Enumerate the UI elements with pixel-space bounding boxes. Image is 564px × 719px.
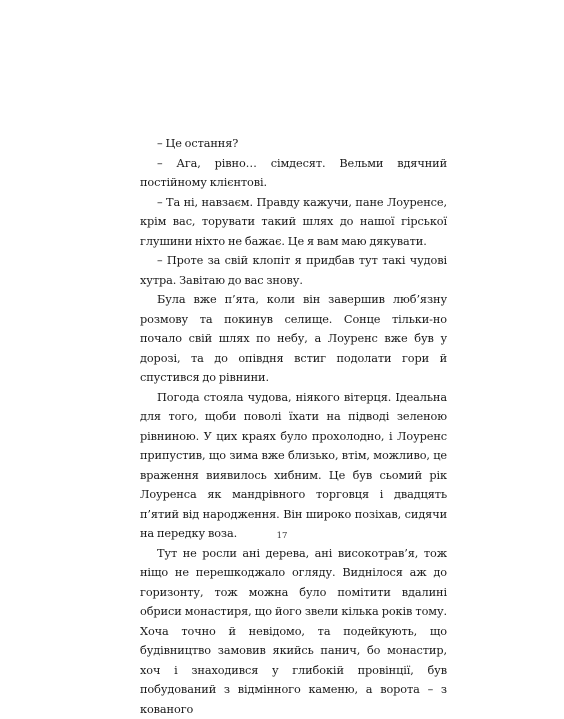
paragraph-dialogue-3: – Та ні, навзаєм. Правду кажучи, пане Лоуренсе, крім вас, торувати такий шлях до нашої гірської глушини ніхто не бажає. Це я вам маю дякувати.	[140, 193, 447, 252]
paragraph-dialogue-2: – Ага, рівно… сімдесят. Вельми вдячний постійному клієнтові.	[140, 154, 447, 193]
body-text	[140, 134, 447, 719]
page-number: 17	[0, 531, 564, 541]
paragraph-departure: Була вже п’ята, коли він завершив люб’язну розмову та покинув селище. Сонце тільки-но почало свій шлях по небу, а Лоуренс вже був у дорозі, та до опівдня встиг подолати гори й спустився до рівнини.	[140, 290, 447, 388]
paragraph-dialogue-1: – Це остання?	[140, 134, 447, 154]
paragraph-monastery: Тут не росли ані дерева, ані високотрав’я, тож ніщо не перешкоджало огляду. Виднілося аж до горизонту, тож можна було помітити вдалині обриси монастиря, що його звели кілька років тому. Хоча точно й невідомо, та подейкують, що будівництво замовив якийсь панич, бо монастир, хоч і знаходився у глибокій провінції, був побудований з відмінного каменю, а ворота – з кованого	[140, 544, 447, 719]
paragraph-dialogue-4: – Проте за свій клопіт я придбав тут такі чудові хутра. Завітаю до вас знову.	[140, 251, 447, 290]
paragraph-weather: Погода стояла чудова, ніякого вітерця. Ідеальна для того, щоби поволі їхати на підводі зеленою рівниною. У цих краях було прохолодно, і Лоуренс припустив, що зима вже близько, втім, можливо, це враження виявилось хибним. Це був сьомий рік Лоуренса як мандрівного торговця і двадцять п’ятий від народження. Він широко позіхав, сидячи на передку воза.	[140, 388, 447, 544]
